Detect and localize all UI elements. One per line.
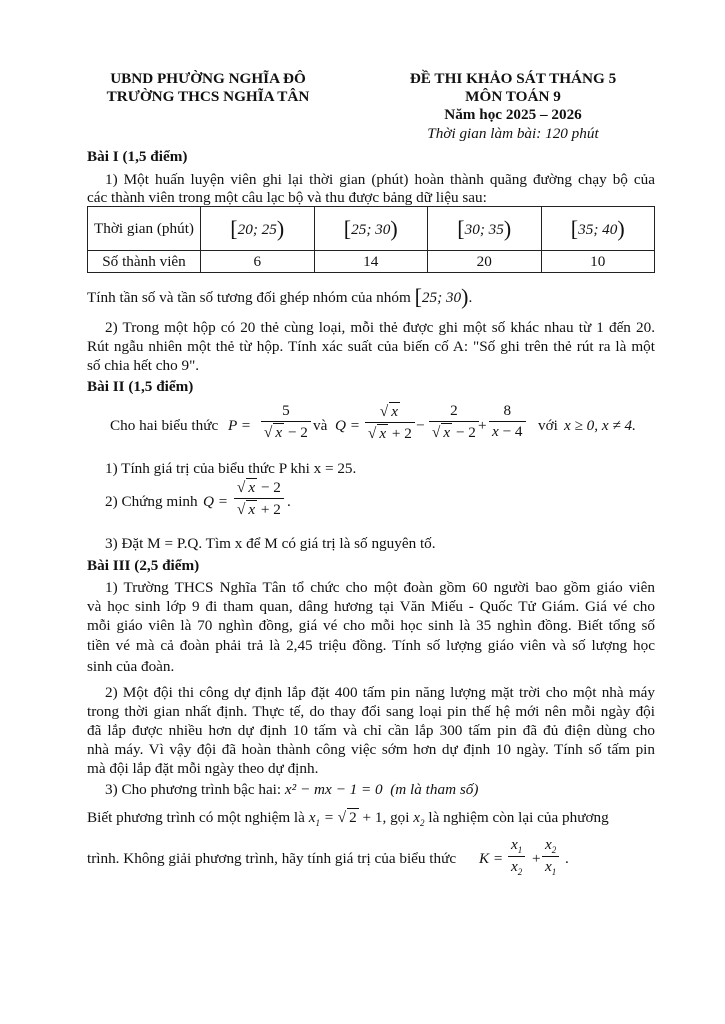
fraction-Q1: $\frac{√ x}{√ x + 2}$ — [365, 402, 415, 443]
table-cell-count: 14 — [314, 251, 428, 273]
bai3-question3: 3) Cho phương trình bậc hai: x² − mx − 1 = 0 (m là tham số) — [105, 781, 479, 798]
school-name: TRƯỜNG THCS NGHĨA TÂN — [106, 88, 310, 105]
fraction-Q2: $\frac{2}{√ x - 2}$ — [429, 402, 479, 442]
section-3-title: Bài III (2,5 điểm) — [87, 557, 200, 574]
exam-subject: MÔN TOÁN 9 — [465, 88, 561, 105]
fraction-Q-simplified: $\frac{√ x - 2}{√ x + 2}$ — [234, 478, 284, 519]
table-cell-interval: [25; 30) — [314, 207, 428, 251]
bai3-para1-line: sinh của đoàn. — [87, 658, 175, 675]
bai3-para1-line: mỗi giáo viên là 70 nghìn đồng, giá vé cho mỗi học sinh là 35 nghìn đồng. Biết tổng số — [87, 617, 655, 634]
fraction-K2: $\frac{x_2}{x_1}$ — [542, 836, 559, 877]
bai1-question1: Tính tần số và tần số tương đối ghép nhóm của nhóm [25; 30). — [87, 284, 473, 309]
bai3-para1-line: tiền vé mà cả đoàn phải trả là 2,45 triệu đồng. Tính số lượng giáo viên và số lượng học — [87, 637, 655, 654]
group-interval: 25; 30 — [421, 289, 462, 306]
bai3-para2-line: đã lắp được nhiều hơn dự định 10 tấm và chỉ cần lắp 300 tấm pin đã đủ điện dùng cho — [87, 722, 655, 739]
bai1-para1-line1: 1) Một huấn luyện viên ghi lại thời gian (phút) hoàn thành quãng đường chạy bộ của — [105, 171, 655, 188]
bai2-question1: 1) Tính giá trị của biểu thức P khi x = 25. — [105, 460, 357, 477]
table-header-members: Số thành viên — [88, 251, 201, 273]
bai3-question3-line2: Biết phương trình có một nghiệm là $x_1$ = √ 2 + 1, gọi $x_2$ là nghiệm còn lại của phương — [87, 809, 609, 829]
bai1-para2-line3: số chia hết cho 9". — [87, 357, 200, 374]
exam-title: ĐỀ THI KHẢO SÁT THÁNG 5 — [409, 70, 617, 87]
table-cell-interval: [35; 40) — [541, 207, 655, 251]
bai1-para2-line1: 2) Trong một hộp có 20 thẻ cùng loại, mỗi thẻ được ghi một số khác nhau từ 1 đến 20. — [105, 319, 655, 336]
bai3-para2-line: mà đội lắp đặt mỗi ngày theo dự định. — [87, 760, 319, 777]
bai3-para1-line: 1) Trường THCS Nghĩa Tân tổ chức cho một đoàn gồm 60 người bao gồm giáo viên — [105, 579, 655, 596]
fraction-P: $\frac{5}{√ x - 2}$ — [261, 402, 311, 442]
expressions-definition: Cho hai biểu thức P = $\frac{5}{√ x - 2}$ và Q = $\frac{√ x}{√ x + 2}$ − $\frac{2}{√ x - 2}$ + $\frac{8}{x - 4}$ với x ≥ 0, x ≠ 4. — [110, 402, 636, 442]
table-cell-interval: [30; 35) — [428, 207, 542, 251]
table-cell-count: 6 — [201, 251, 315, 273]
bai3-para1-line: và học sinh lớp 9 đi tham quan, dâng hương tại Văn Miếu - Quốc Tử Giám. Giá vé cho — [87, 598, 655, 615]
table-cell-interval: [20; 25) — [201, 207, 315, 251]
fraction-K1: $\frac{x_1}{x_2}$ — [508, 836, 525, 877]
exam-duration: Thời gian làm bài: 120 phút — [427, 125, 599, 142]
school-authority: UBND PHƯỜNG NGHĨA ĐÔ — [110, 70, 306, 87]
bai3-para2-line: nhà máy. Vì vậy đội đã hoàn thành công việc sớm hơn dự định 10 ngày. Tính số tấm pin — [87, 741, 655, 758]
school-year: Năm học 2025 – 2026 — [444, 106, 582, 123]
bai3-para2-line: 2) Một đội thi công dự định lắp đặt 400 tấm pin năng lượng mặt trời cho một nhà máy — [105, 684, 655, 701]
quadratic-equation: x² − mx − 1 = 0 — [284, 781, 383, 798]
fraction-Q3: $\frac{8}{x - 4}$ — [489, 402, 526, 441]
section-2-title: Bài II (1,5 điểm) — [87, 378, 194, 395]
table-header-time: Thời gian (phút) — [88, 207, 201, 251]
bai2-question3: 3) Đặt M = P.Q. Tìm x để M có giá trị là số nguyên tố. — [105, 535, 436, 552]
table-cell-count: 10 — [541, 251, 655, 273]
section-1-title: Bài I (1,5 điểm) — [87, 148, 188, 165]
bai3-question3-line3: trình. Không giải phương trình, hãy tính giá trị của biểu thức K = $\frac{x_1}{x_2}$ + $\frac{x_2}{x_1}$ . — [87, 836, 569, 878]
frequency-table — [87, 206, 655, 273]
bai3-para2-line: trong thời gian nhất định. Thực tế, do thay đổi sang loại pin thế hệ mới nên mỗi ngày đội — [87, 703, 655, 720]
bai1-para2-line2: Rút ngẫu nhiên một thẻ từ hộp. Tính xác suất của biến cố A: "Số ghi trên thẻ rút ra là một — [87, 338, 655, 355]
table-cell-count: 20 — [428, 251, 542, 273]
bai1-para1-line2: các thành viên trong một câu lạc bộ và thu được bảng dữ liệu sau: — [87, 189, 487, 206]
bai2-question2: 2) Chứng minh Q = $\frac{√ x - 2}{√ x + 2}$ . — [105, 479, 291, 518]
